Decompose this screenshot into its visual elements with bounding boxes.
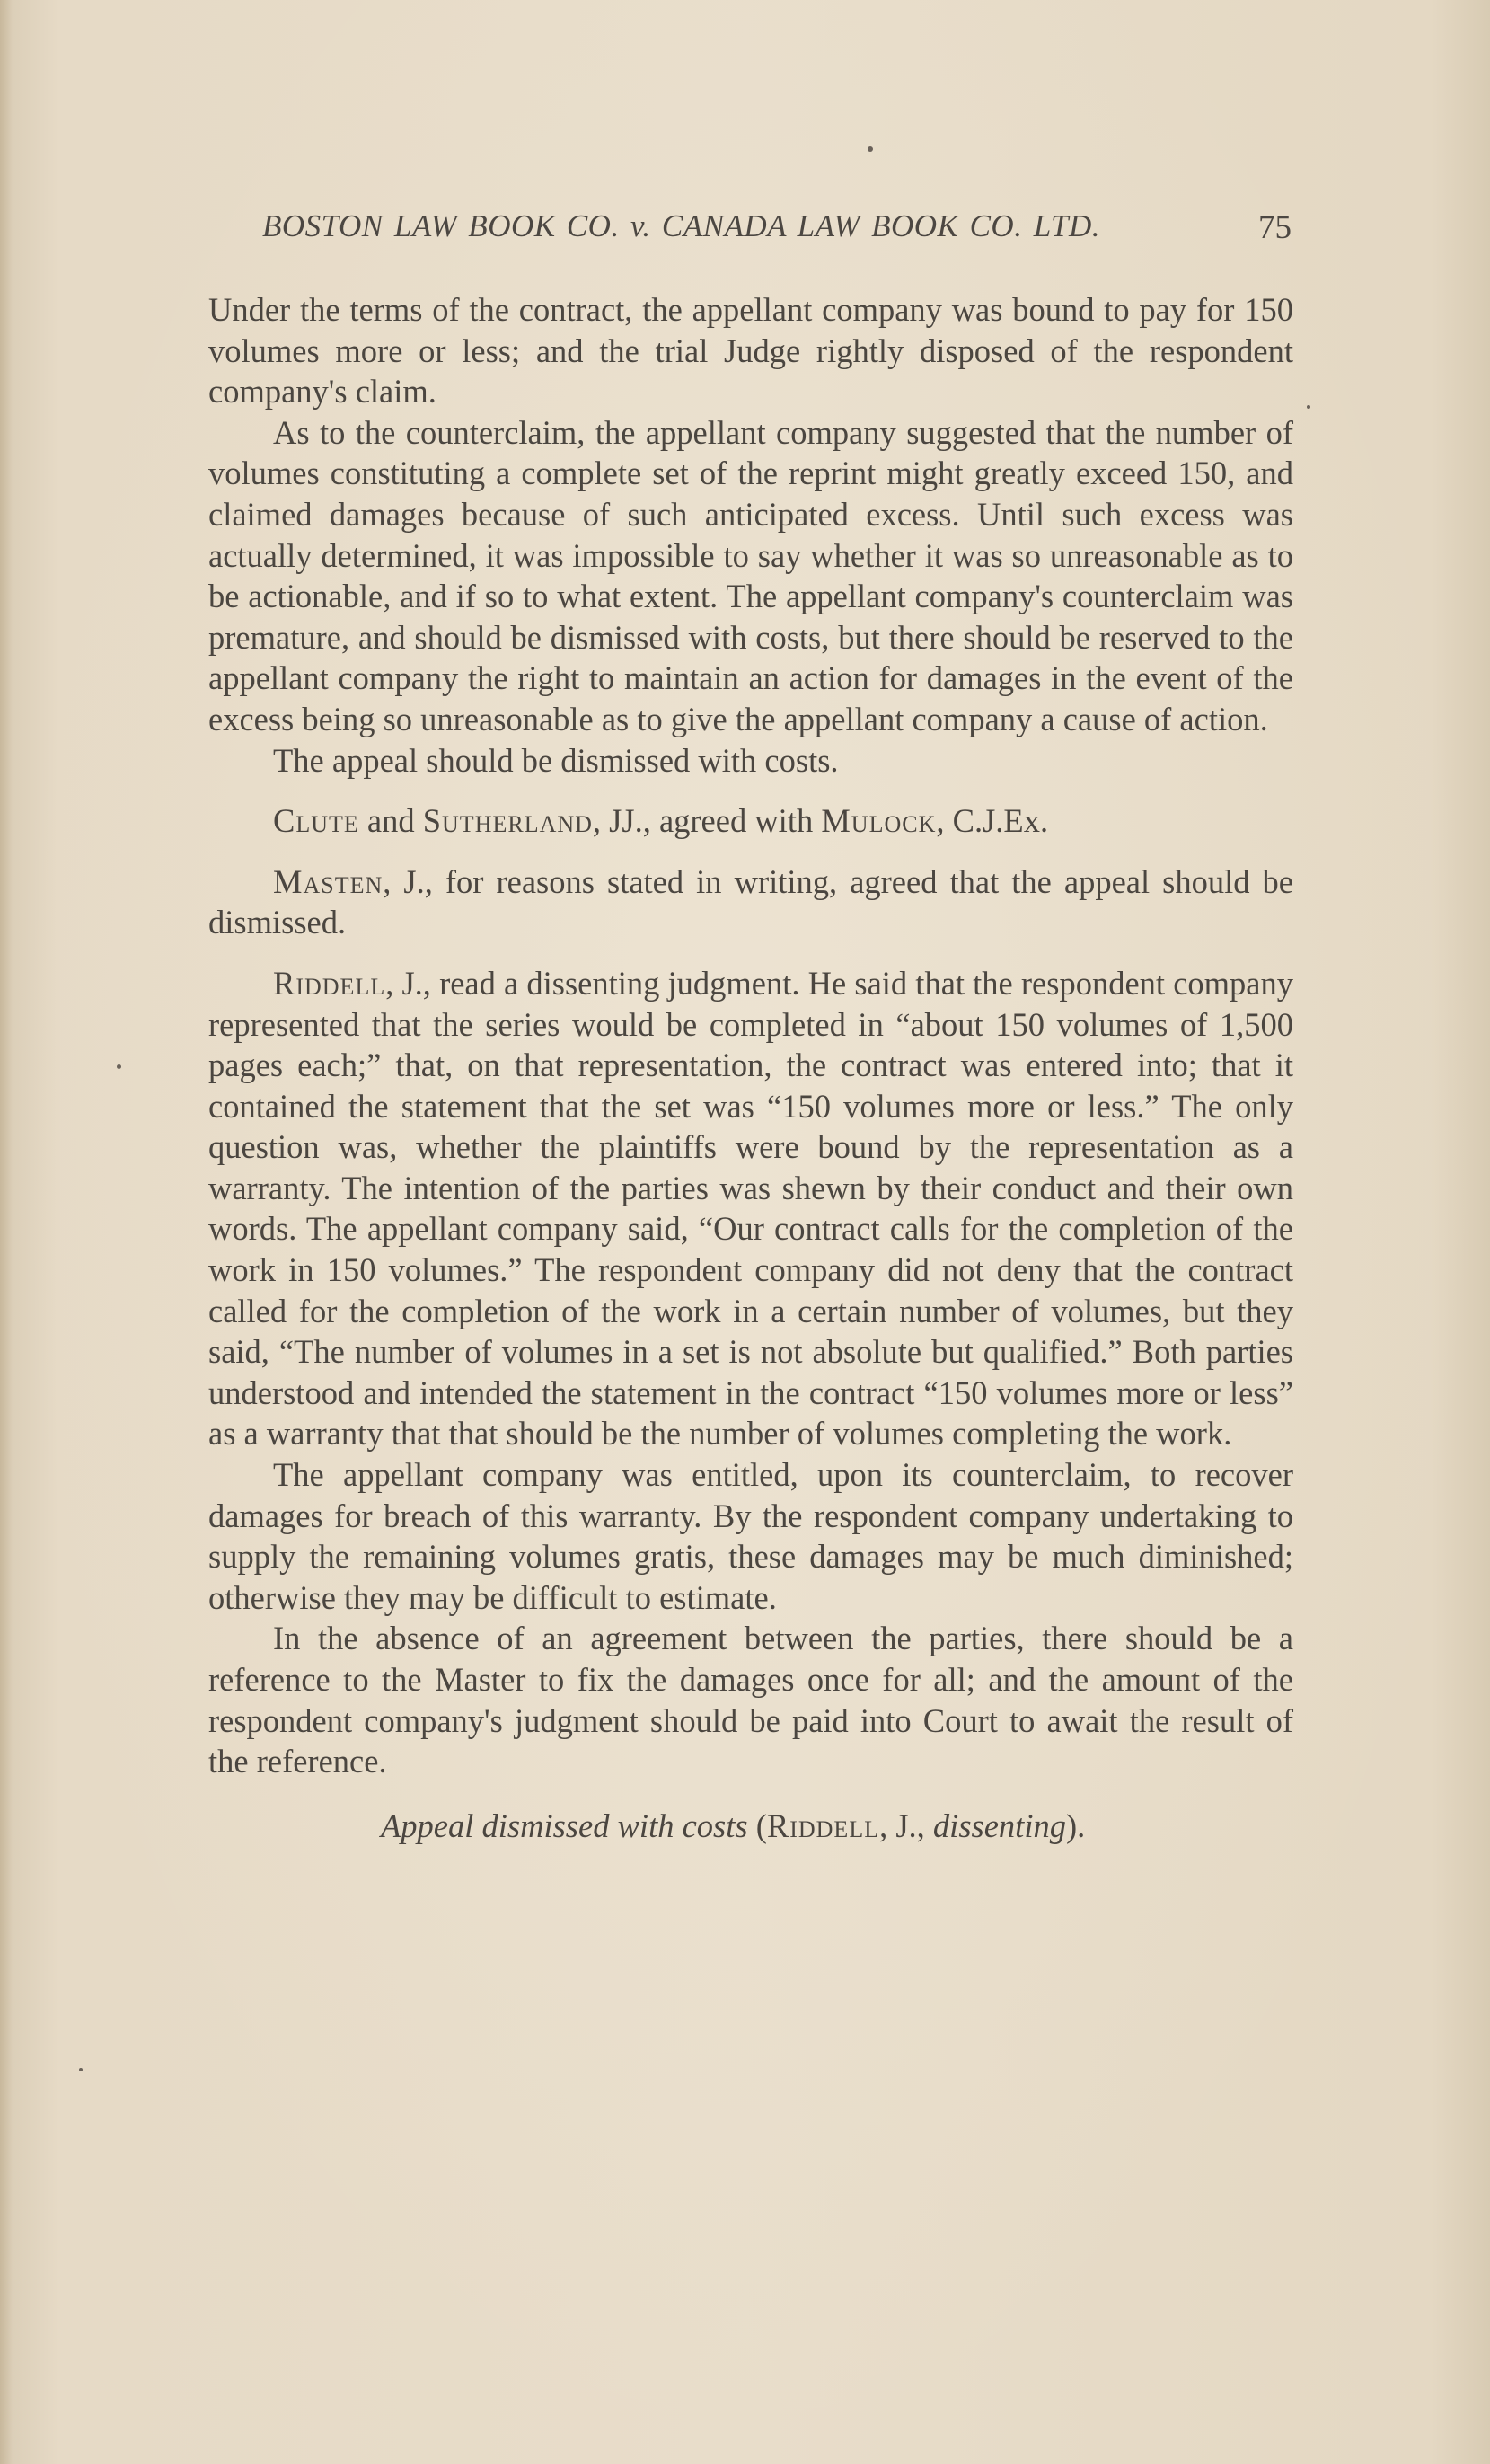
page-number: 75 [1258,209,1292,246]
paragraph-riddell-dissent: Riddell, J., read a dissenting judgment. He said that the respondent company represented that the series would be completed in “about 150 volumes of 1,500 pages each;” that, on that representation, the contract was entered into; that it contained the statement that the set was “150 volumes more or less.” The only question was, whether the plaintiffs were bound by the representation as a warranty. The intention of the parties was shewn by their conduct and their own words. The appellant company said, “Our contract calls for the completion of the work in 150 volumes.” The respondent company did not deny that the contract called for the completion of the work in a certain number of volumes, but they said, “The number of volumes in a set is not absolute but qualified.” Both parties understood and intended the statement in the contract “150 volumes more or less” as a warranty that that should be the number of volumes completing the work. [208,964,1293,1453]
judge-name-masten: Masten [273,862,384,900]
body-text [208,289,1293,1846]
judge-name-riddell: Riddell [273,964,386,1002]
page-edge-shadow [0,0,13,2464]
judge-name-clute: Clute [273,802,359,840]
result-text: Appeal dismissed with costs [381,1806,748,1844]
paragraph-counterclaim: As to the counterclaim, the appellant company suggested that the number of volumes constituting a complete set of the reprint might greatly exceed 150, and claimed damages because of such anticipated excess. Until such excess was actually determined, it was impossible to say whether it was so unreasonable as to be actionable, and if so to what extent. The appellant company's counterclaim was premature, and should be dismissed with costs, but there should be reserved to the appellant company the right to maintain an action for damages in the event of the excess being so unreasonable as to give the appellant company a cause of action. [208,413,1293,737]
paragraph-appeal-dismissed: The appeal should be dismissed with costs. [273,741,839,779]
paper-speck [1307,405,1310,409]
paragraph-terms-of-contract: Under the terms of the contract, the appellant company was bound to pay for 150 volumes more or less; and the trial Judge rightly disposed of the respondent company's claim. [208,291,1293,411]
paper-speck [117,1064,121,1069]
judgment-result: Appeal dismissed with costs (Riddell, J., dissenting). [381,1806,1086,1844]
paragraph-damages: The appellant company was entitled, upon its counterclaim, to recover damages for breach of this warranty. By the respondent company undertaking to supply the remaining volumes gratis, these damages may be much diminished; otherwise they may be difficult to estimate. [208,1456,1293,1616]
paper-speck [868,146,873,152]
judge-name-mulock: Mulock [821,802,937,840]
judge-name-sutherland: Sutherland [422,802,593,840]
page-header [262,208,1292,262]
paragraph-masten: Masten, J., for reasons stated in writing, agreed that the appeal should be dismissed. [208,862,1293,941]
dissenting-note: dissenting [932,1806,1066,1844]
running-head: BOSTON LAW BOOK CO. v. CANADA LAW BOOK CO. LTD. [262,208,1100,243]
paragraph-clute-sutherland: Clute and Sutherland, JJ., agreed with Mulock, C.J.Ex. [273,802,1049,840]
paragraph-reference-to-master: In the absence of an agreement between the parties, there should be a reference to the Master to fix the damages once for all; and the amount of the respondent company's judgment should be paid into Court to await the result of the reference. [208,1620,1293,1780]
judge-name-riddell-closing: Riddell [766,1806,880,1844]
paper-speck [79,2068,83,2071]
